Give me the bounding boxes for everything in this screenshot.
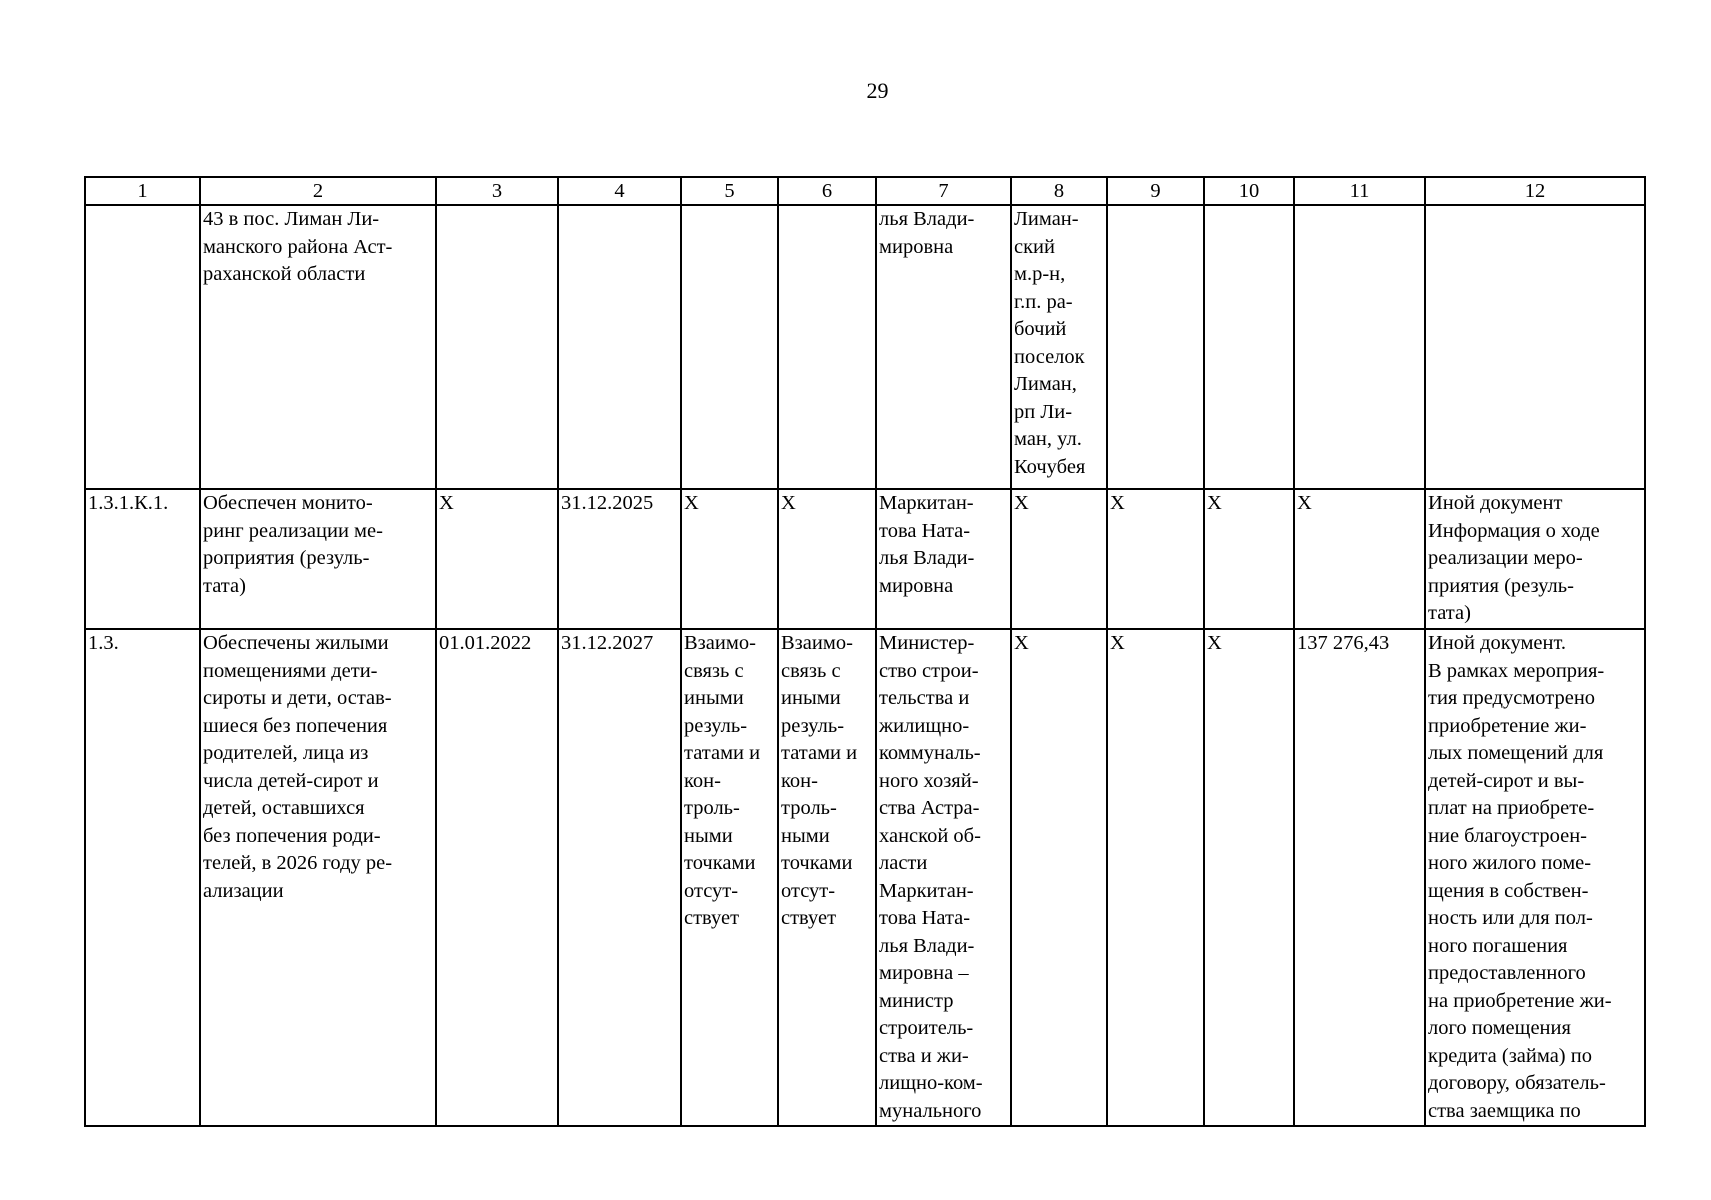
table-cell: Взаимо- связь с иными резуль- татами и кон- троль- ными точками отсут- ствует: [778, 629, 876, 1126]
table-cell: X: [436, 489, 558, 629]
table-cell: 1.3.1.К.1.: [85, 489, 200, 629]
table-cell: X: [1204, 629, 1294, 1126]
header-row: [85, 177, 1645, 205]
table-cell: [778, 205, 876, 489]
table-cell: Взаимо- связь с иными резуль- татами и кон- троль- ными точками отсут- ствует: [681, 629, 778, 1126]
table-cell: Иной документ. В рамках мероприя- тия предусмотрено приобретение жи- лых помещений для детей-сирот и вы- плат на приобрете- ние благоустроен- ного жилого поме- щения в собствен- ность или для пол- ного погашения предоставленного на приобретение жи- лого помещения кредита (займа) по договору, обязатель- ства заемщика по: [1425, 629, 1645, 1126]
page-number: 29: [866, 78, 889, 103]
column-header-7: 7: [876, 177, 1011, 205]
table-cell: X: [1107, 489, 1204, 629]
table-cell: 31.12.2027: [558, 629, 681, 1126]
column-header-4: 4: [558, 177, 681, 205]
table-row: [85, 629, 1645, 1126]
table-cell: X: [681, 489, 778, 629]
table-cell: Обеспечены жилыми помещениями дети- сироты и дети, остав- шиеся без попечения родителей, лица из числа детей-сирот и детей, оставшихся без попечения роди- телей, в 2026 году ре- ализации: [200, 629, 436, 1126]
table-cell: [681, 205, 778, 489]
table-cell: 1.3.: [85, 629, 200, 1126]
table-cell: [1294, 205, 1425, 489]
column-header-2: 2: [200, 177, 436, 205]
table-cell: 31.12.2025: [558, 489, 681, 629]
table-cell: X: [1204, 489, 1294, 629]
table-cell: 43 в пос. Лиман Ли- манского района Аст- раханской области: [200, 205, 436, 489]
table-cell: [1107, 205, 1204, 489]
column-header-3: 3: [436, 177, 558, 205]
table-cell: Обеспечен монито- ринг реализации ме- роприятия (резуль- тата): [200, 489, 436, 629]
column-header-6: 6: [778, 177, 876, 205]
table-cell: X: [1011, 489, 1107, 629]
table-row: [85, 205, 1645, 489]
table-cell: Иной документ Информация о ходе реализации меро- приятия (резуль- тата): [1425, 489, 1645, 629]
table-cell: [1204, 205, 1294, 489]
column-header-11: 11: [1294, 177, 1425, 205]
table-row: [85, 489, 1645, 629]
table-cell: [1425, 205, 1645, 489]
table-cell: 137 276,43: [1294, 629, 1425, 1126]
table-cell: X: [1107, 629, 1204, 1126]
data-table: [84, 176, 1646, 1127]
table-cell: Лиман- ский м.р-н, г.п. ра- бочий поселок Лиман, рп Ли- ман, ул. Кочубея: [1011, 205, 1107, 489]
column-header-9: 9: [1107, 177, 1204, 205]
column-header-12: 12: [1425, 177, 1645, 205]
column-header-5: 5: [681, 177, 778, 205]
column-header-8: 8: [1011, 177, 1107, 205]
table-cell: X: [778, 489, 876, 629]
table-cell: [558, 205, 681, 489]
table-cell: Министер- ство строи- тельства и жилищно- коммуналь- ного хозяй- ства Астра- ханской об- ласти Маркитан- това Ната- лья Влади- мировна – министр строитель- ства и жи- лищно-ком- мунального: [876, 629, 1011, 1126]
table-cell: [85, 205, 200, 489]
table-cell: 01.01.2022: [436, 629, 558, 1126]
column-header-1: 1: [85, 177, 200, 205]
table-cell: X: [1011, 629, 1107, 1126]
column-header-10: 10: [1204, 177, 1294, 205]
table-cell: Маркитан- това Ната- лья Влади- мировна: [876, 489, 1011, 629]
table-cell: X: [1294, 489, 1425, 629]
table-cell: [436, 205, 558, 489]
table-cell: лья Влади- мировна: [876, 205, 1011, 489]
